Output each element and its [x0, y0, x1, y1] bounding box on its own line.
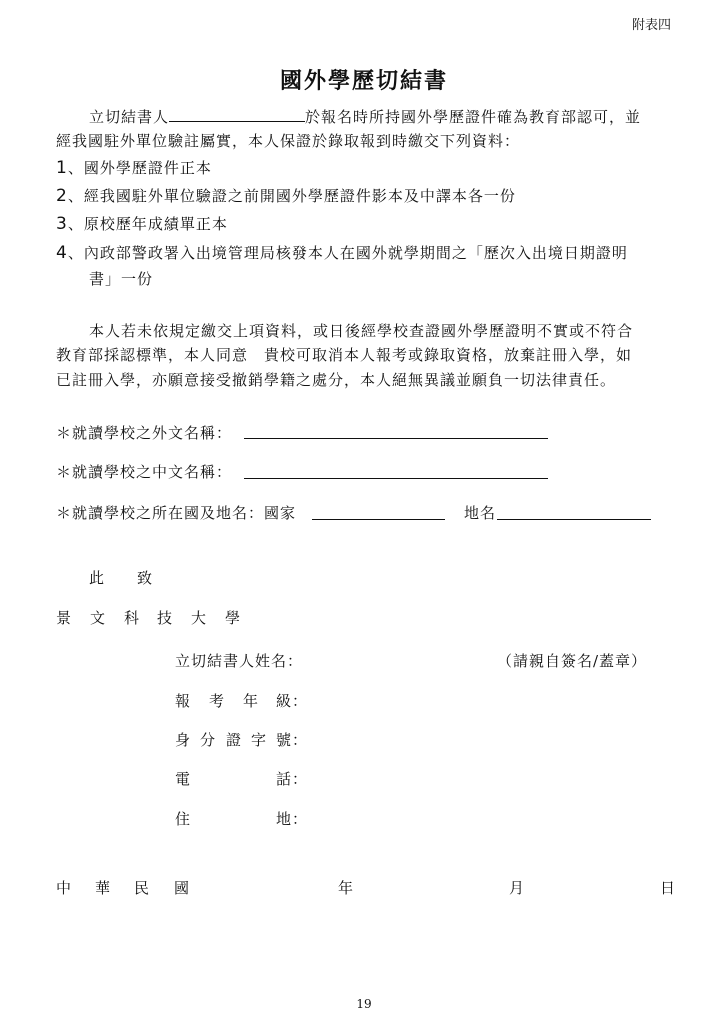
- document-title: 國外學歷切結書: [279, 68, 448, 94]
- list-item: 2、經我國駐外單位驗證之前開國外學歷證件影本及中譯本各一份: [56, 186, 516, 206]
- signature-note: （請親自簽名/蓋章）: [497, 652, 648, 670]
- school-zh-label: ＊就讀學校之中文名稱：: [56, 463, 233, 481]
- list-item: 3、原校歷年成績單正本: [56, 214, 228, 234]
- appendix-tag: 附表四: [632, 18, 672, 33]
- statement-line-2: 教育部採認標準，本人同意 貴校可取消本人報考或錄取資格，放棄註冊入學，如: [56, 346, 633, 364]
- page-number: 19: [356, 997, 372, 1011]
- intro-line1-suffix: 於報名時所持國外學歷證件確為教育部認可，並: [305, 108, 642, 126]
- year-label: 年: [338, 879, 355, 897]
- list-item-continuation: 書」一份: [89, 270, 154, 288]
- month-label: 月: [509, 879, 526, 897]
- declarant-name-label: 立切結書人姓名：: [175, 652, 304, 670]
- day-label: 日: [660, 879, 677, 897]
- school-country-label: ＊就讀學校之所在國及地名：國家: [56, 504, 297, 522]
- intro-line-1: [89, 106, 641, 127]
- list-item: 1、國外學歷證件正本: [56, 158, 212, 178]
- intro-prefix: 立切結書人: [89, 108, 170, 126]
- school-en-input[interactable]: [244, 438, 548, 439]
- school-zh-input[interactable]: [244, 478, 548, 479]
- place-label: 地名: [464, 504, 497, 522]
- statement-line-3: 已註冊入學，亦願意接受撤銷學籍之處分，本人絕無異議並願負一切法律責任。: [56, 371, 617, 389]
- statement-line-1: 本人若未依規定繳交上項資料，或日後經學校查證國外學歷證明不實或不符合: [89, 322, 634, 340]
- intro-line-2: 經我國駐外單位驗註屬實，本人保證於錄取報到時繳交下列資料：: [56, 132, 521, 150]
- school-en-label: ＊就讀學校之外文名稱：: [56, 424, 233, 442]
- country-input[interactable]: [312, 519, 445, 520]
- list-item: 4、內政部警政署入出境管理局核發本人在國外就學期間之「歷次入出境日期證明: [56, 243, 628, 263]
- place-input[interactable]: [497, 519, 651, 520]
- declarant-name-blank[interactable]: [169, 107, 305, 122]
- closing-salutation: 此 致: [89, 569, 154, 587]
